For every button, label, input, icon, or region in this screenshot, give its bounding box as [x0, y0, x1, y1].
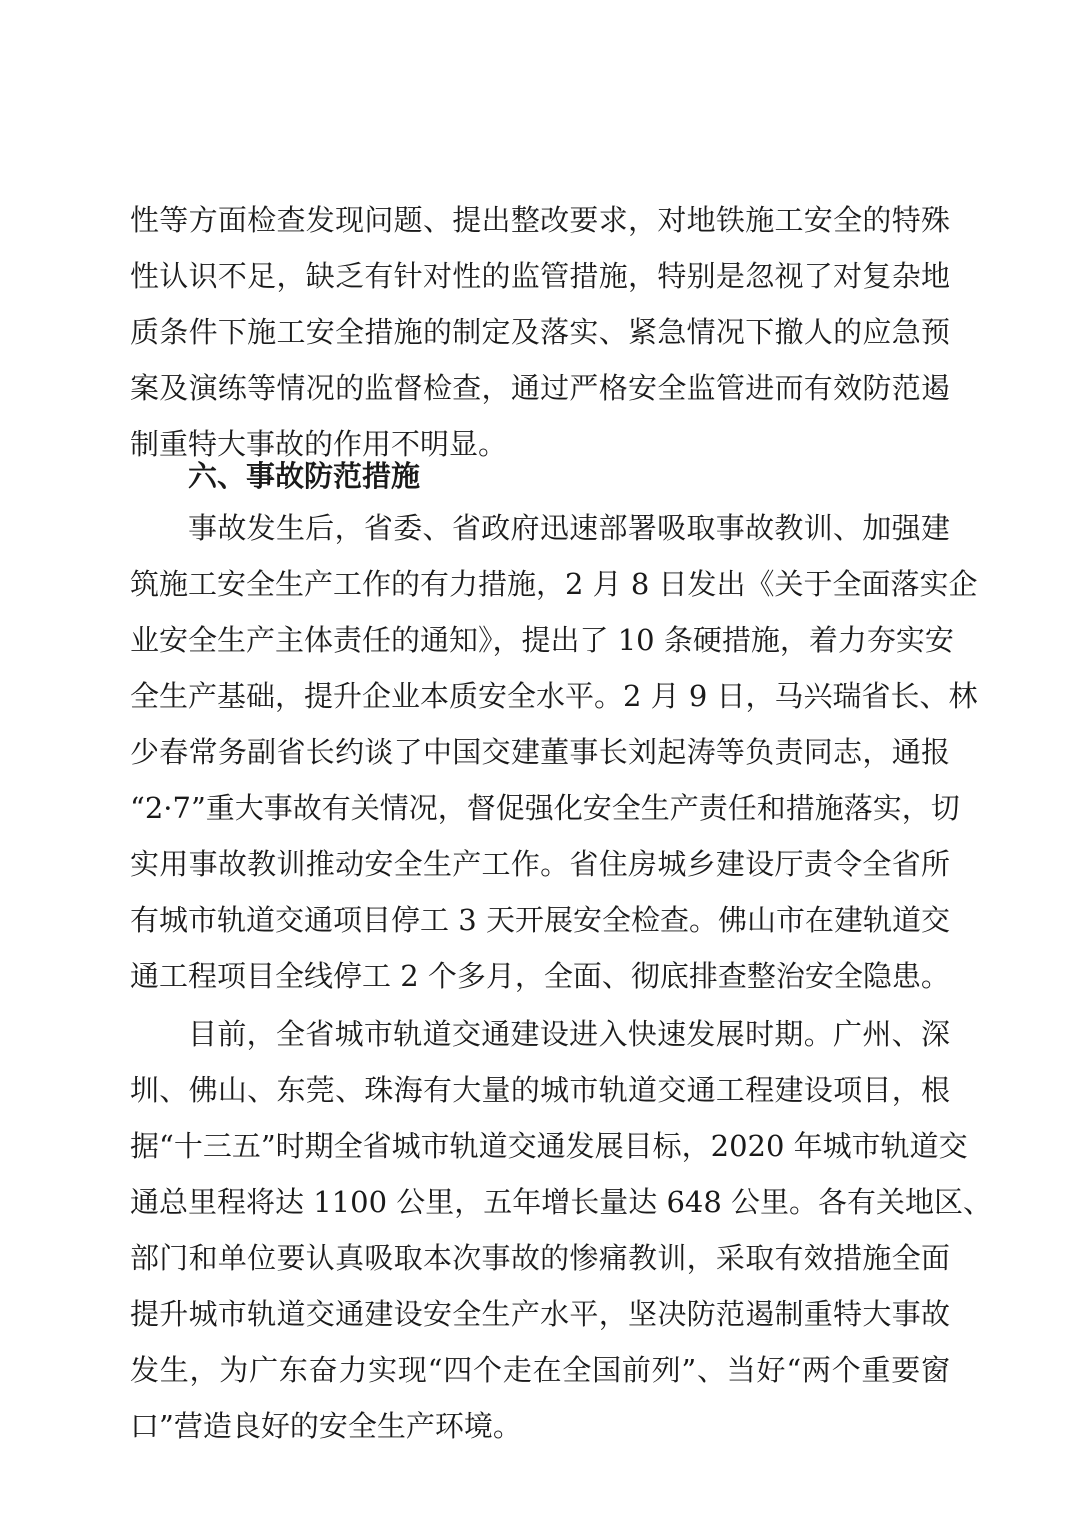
paragraph1-line-2: 性认识不足，缺乏有针对性的监管措施，特别是忽视了对复杂地 — [130, 259, 950, 293]
paragraph3-line-3: 据“十三五”时期全省城市轨道交通发展目标，2020 年城市轨道交 — [130, 1129, 968, 1163]
paragraph2-line-8: 有城市轨道交通项目停工 3 天开展安全检查。佛山市在建轨道交 — [130, 903, 950, 937]
paragraph2-line-5: 少春常务副省长约谈了中国交建董事长刘起涛等负责同志，通报 — [130, 735, 950, 769]
paragraph3-line-7: 发生，为广东奋力实现“四个走在全国前列”、当好“两个重要窗 — [130, 1353, 950, 1387]
paragraph2-line-4: 全生产基础，提升企业本质安全水平。2 月 9 日，马兴瑞省长、林 — [130, 679, 978, 713]
paragraph2-line-7: 实用事故教训推动安全生产工作。省住房城乡建设厅责令全省所 — [130, 847, 950, 881]
paragraph3-line-1: 目前，全省城市轨道交通建设进入快速发展时期。广州、深 — [188, 1017, 950, 1051]
paragraph1-line-3: 质条件下施工安全措施的制定及落实、紧急情况下撤人的应急预 — [130, 315, 950, 349]
paragraph3-line-2: 圳、佛山、东莞、珠海有大量的城市轨道交通工程建设项目，根 — [130, 1073, 950, 1107]
paragraph2-line-3: 业安全生产主体责任的通知》，提出了 10 条硬措施，着力夯实安 — [130, 623, 954, 657]
paragraph2-line-9: 通工程项目全线停工 2 个多月，全面、彻底排查整治安全隐患。 — [130, 959, 950, 993]
paragraph2-line-1: 事故发生后，省委、省政府迅速部署吸取事故教训、加强建 — [188, 511, 950, 545]
paragraph3-line-8: 口”营造良好的安全生产环境。 — [130, 1409, 522, 1443]
paragraph2-line-2: 筑施工安全生产工作的有力措施，2 月 8 日发出《关于全面落实企 — [130, 567, 978, 601]
paragraph2-line-6: “2·7”重大事故有关情况，督促强化安全生产责任和措施落实，切 — [130, 791, 960, 825]
paragraph1-line-1: 性等方面检查发现问题、提出整改要求，对地铁施工安全的特殊 — [130, 203, 950, 237]
paragraph1-line-5: 制重特大事故的作用不明显。 — [130, 427, 508, 461]
paragraph1-line-4: 案及演练等情况的监督检查，通过严格安全监管进而有效防范遏 — [130, 371, 950, 405]
section-heading: 六、事故防范措施 — [188, 459, 421, 493]
paragraph3-line-5: 部门和单位要认真吸取本次事故的惨痛教训，采取有效措施全面 — [130, 1241, 950, 1275]
paragraph3-line-4: 通总里程将达 1100 公里，五年增长量达 648 公里。各有关地区、 — [130, 1185, 993, 1219]
paragraph3-line-6: 提升城市轨道交通建设安全生产水平，坚决防范遏制重特大事故 — [130, 1297, 950, 1331]
